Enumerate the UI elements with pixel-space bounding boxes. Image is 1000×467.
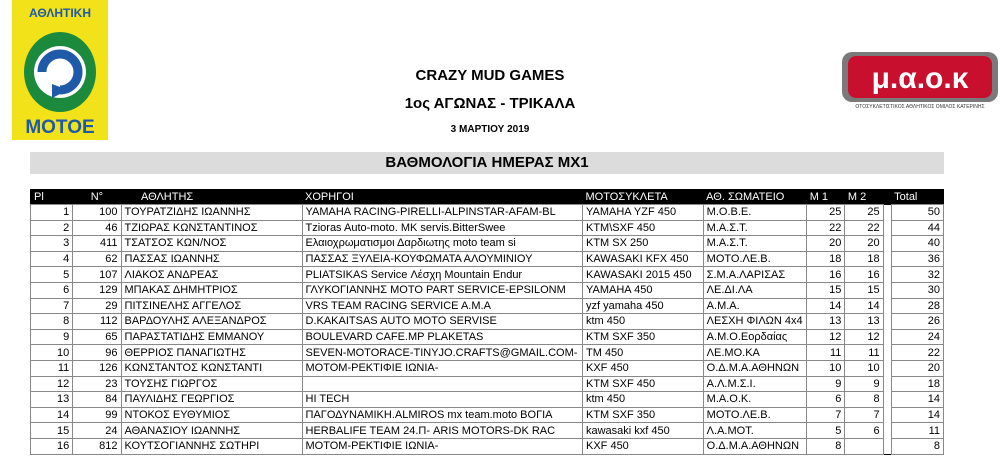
results-table [30, 189, 944, 455]
cell-athlete: ΠΑΥΛΙΔΗΣ ΓΕΩΡΓΙΟΣ [121, 392, 302, 408]
table-row [31, 392, 944, 408]
cell-motorcycle: TM 450 [583, 345, 704, 361]
cell-sponsors: ΠΑΓΟΔΥΝΑΜΙΚΗ.ALMIROS mx team.moto ΒΟΓΙΑ [302, 407, 583, 423]
cell-total: 50 [891, 205, 943, 221]
cell-total: 36 [891, 251, 943, 267]
cell-motorcycle: KAWASAKI 2015 450 [583, 267, 704, 283]
cell-club: Α.Μ.Α. [703, 298, 807, 314]
cell-m2: 13 [845, 314, 883, 330]
table-row [31, 407, 944, 423]
cell-m1: 5 [807, 423, 845, 439]
cell-gap [883, 407, 891, 423]
cell-total: 20 [891, 360, 943, 376]
cell-gap [883, 376, 891, 392]
table-row [31, 360, 944, 376]
cell-athlete: ΤΟΥΣΗΣ ΓΙΩΡΓΟΣ [121, 376, 302, 392]
cell-total: 44 [891, 220, 943, 236]
table-row [31, 251, 944, 267]
table-row [31, 236, 944, 252]
cell-m2: 18 [845, 251, 883, 267]
cell-sponsors: Tzioras Auto-moto. MK servis.BitterSwee [302, 220, 583, 236]
cell-gap [883, 251, 891, 267]
cell-number: 112 [73, 314, 121, 330]
cell-pl: 9 [31, 329, 73, 345]
cell-total: 14 [891, 392, 943, 408]
cell-athlete: ΒΑΡΔΟΥΛΗΣ ΑΛΕΞΑΝΔΡΟΣ [121, 314, 302, 330]
cell-sponsors: ΠΑΣΣΑΣ ΞΥΛΕΙΑ-ΚΟΥΦΩΜΑΤΑ ΑΛΟΥΜΙΝΙΟΥ [302, 251, 583, 267]
cell-gap [883, 423, 891, 439]
cell-motorcycle: KTM SX 250 [583, 236, 704, 252]
cell-number: 24 [73, 423, 121, 439]
cell-total: 40 [891, 236, 943, 252]
cell-number: 99 [73, 407, 121, 423]
col-header-club: ΑΘ. ΣΩΜΑΤΕΙΟ [706, 191, 785, 203]
cell-number: 65 [73, 329, 121, 345]
cell-pl: 15 [31, 423, 73, 439]
cell-club: Α.Λ.Μ.Σ.Ι. [703, 376, 807, 392]
cell-number: 96 [73, 345, 121, 361]
col-header-athlete: ΑΘΛΗΤΗΣ [141, 191, 194, 203]
cell-sponsors: VRS TEAM RACING SERVICE A.M.A [302, 298, 583, 314]
cell-pl: 7 [31, 298, 73, 314]
table-row [31, 423, 944, 439]
cell-number: 23 [73, 376, 121, 392]
cell-club: ΛΕΣΧΗ ΦΙΛΩΝ 4x4 [703, 314, 807, 330]
cell-club: Μ.Α.Σ.Τ. [703, 236, 807, 252]
cell-m1: 12 [807, 329, 845, 345]
cell-pl: 8 [31, 314, 73, 330]
cell-m1: 22 [807, 220, 845, 236]
col-header-m1: Μ 1 [809, 191, 829, 203]
cell-sponsors [302, 376, 583, 392]
cell-motorcycle: kawasaki kxf 450 [583, 423, 704, 439]
cell-total: 28 [891, 298, 943, 314]
cell-m2: 25 [845, 205, 883, 221]
col-header-pl: Pl [34, 191, 44, 203]
cell-pl: 12 [31, 376, 73, 392]
table-row [31, 438, 944, 454]
cell-m1: 6 [807, 392, 845, 408]
cell-m2: 11 [845, 345, 883, 361]
cell-total: 22 [891, 345, 943, 361]
col-header-total: Total [894, 191, 918, 203]
cell-gap [883, 298, 891, 314]
results-banner: ΒΑΘΜΟΛΟΓΙΑ ΗΜΕΡΑΣ MX1 [30, 152, 944, 174]
cell-athlete: ΠΑΡΑΣΤΑΤΙΔΗΣ ΕΜΜΑΝΟΥ [121, 329, 302, 345]
col-header-sponsors: ΧΟΡΗΓΟΙ [305, 191, 354, 203]
cell-gap [883, 267, 891, 283]
cell-total: 26 [891, 314, 943, 330]
cell-m2: 10 [845, 360, 883, 376]
cell-m1: 8 [807, 438, 845, 454]
cell-pl: 14 [31, 407, 73, 423]
cell-motorcycle: YAMAHA YZF 450 [583, 205, 704, 221]
cell-gap [883, 314, 891, 330]
cell-pl: 6 [31, 282, 73, 298]
cell-pl: 4 [31, 251, 73, 267]
cell-gap [883, 205, 891, 221]
cell-athlete: ΤΖΙΩΡΑΣ ΚΩΝΣΤΑΝΤΙΝΟΣ [121, 220, 302, 236]
cell-gap [883, 360, 891, 376]
cell-sponsors: HI TECH [302, 392, 583, 408]
cell-athlete: ΠΙΤΣΙΝΕΛΗΣ ΑΓΓΕΛΟΣ [121, 298, 302, 314]
cell-m1: 7 [807, 407, 845, 423]
cell-m2: 20 [845, 236, 883, 252]
cell-total: 30 [891, 282, 943, 298]
table-row [31, 282, 944, 298]
cell-club: Μ.Ο.Β.Ε. [703, 205, 807, 221]
cell-m2: 12 [845, 329, 883, 345]
cell-pl: 5 [31, 267, 73, 283]
cell-total: 14 [891, 407, 943, 423]
cell-number: 126 [73, 360, 121, 376]
cell-motorcycle: KTM\SXF 450 [583, 220, 704, 236]
cell-number: 62 [73, 251, 121, 267]
cell-pl: 13 [31, 392, 73, 408]
cell-total: 24 [891, 329, 943, 345]
cell-motorcycle: KAWASAKI KFX 450 [583, 251, 704, 267]
cell-athlete: ΑΘΑΝΑΣΙΟΥ ΙΩΑΝΝΗΣ [121, 423, 302, 439]
cell-pl: 3 [31, 236, 73, 252]
cell-sponsors: BOULEVARD CAFE.MP PLAKETAS [302, 329, 583, 345]
col-header-motorcycle: ΜΟΤΟΣΥΚΛΕΤΑ [585, 191, 668, 203]
cell-athlete: ΚΩΝΣΤΑΝΤΟΣ ΚΩΝΣΤΑΝΤΙ [121, 360, 302, 376]
cell-gap [883, 438, 891, 454]
cell-m2: 22 [845, 220, 883, 236]
cell-club: Α.Μ.Ο.Εορδαίας [703, 329, 807, 345]
cell-gap [883, 392, 891, 408]
cell-motorcycle: ktm 450 [583, 314, 704, 330]
cell-m2: 9 [845, 376, 883, 392]
cell-motorcycle: YAMAHA 450 [583, 282, 704, 298]
cell-motorcycle: KTM SXF 350 [583, 407, 704, 423]
cell-total: 18 [891, 376, 943, 392]
cell-gap [883, 345, 891, 361]
cell-gap [883, 236, 891, 252]
event-subtitle: 1ος ΑΓΩΝΑΣ - ΤΡΙΚΑΛΑ [404, 95, 576, 112]
event-date: 3 ΜΑΡΤΙΟΥ 2019 [450, 124, 530, 135]
cell-pl: 11 [31, 360, 73, 376]
col-header-gap [883, 190, 891, 205]
cell-pl: 16 [31, 438, 73, 454]
cell-m1: 9 [807, 376, 845, 392]
cell-motorcycle: KXF 450 [583, 438, 704, 454]
event-title: CRAZY MUD GAMES [415, 67, 565, 84]
cell-m2: 7 [845, 407, 883, 423]
cell-club: ΜΟΤΟ.ΛΕ.Β. [703, 407, 807, 423]
cell-m2: 16 [845, 267, 883, 283]
cell-gap [883, 329, 891, 345]
cell-club: ΛΕ.ΔΙ.ΛΑ [703, 282, 807, 298]
table-row [31, 298, 944, 314]
cell-number: 84 [73, 392, 121, 408]
cell-m1: 15 [807, 282, 845, 298]
cell-motorcycle: KTM SXF 450 [583, 376, 704, 392]
cell-club: ΜΟΤΟ.ΛΕ.Β. [703, 251, 807, 267]
cell-number: 107 [73, 267, 121, 283]
col-header-m2: Μ 2 [847, 191, 867, 203]
cell-total: 32 [891, 267, 943, 283]
cell-sponsors: Ελαιοχρωματισμοι Δαρδιωτης moto team si [302, 236, 583, 252]
cell-sponsors: HERBALIFE TEAM 24.Π- ARIS MOTORS-DK RAC [302, 423, 583, 439]
cell-m2: 6 [845, 423, 883, 439]
table-row [31, 329, 944, 345]
cell-pl: 1 [31, 205, 73, 221]
cell-club: ΛΕ.ΜΟ.ΚΑ [703, 345, 807, 361]
cell-m2: 8 [845, 392, 883, 408]
cell-m1: 13 [807, 314, 845, 330]
cell-sponsors: SEVEN-MOTORACE-TINYJO.CRAFTS@GMAIL.COM- [302, 345, 583, 361]
cell-club: Λ.Α.ΜΟΤ. [703, 423, 807, 439]
cell-m2 [845, 438, 883, 454]
cell-athlete: ΚΟΥΤΣΟΓΙΑΝΝΗΣ ΣΩΤΗΡΙ [121, 438, 302, 454]
cell-m1: 14 [807, 298, 845, 314]
cell-number: 411 [73, 236, 121, 252]
cell-motorcycle: KXF 450 [583, 360, 704, 376]
cell-sponsors: ΜΟΤΟΜ-ΡΕΚΤΙΦΙΕ ΙΩΝΙΑ- [302, 360, 583, 376]
cell-number: 46 [73, 220, 121, 236]
cell-number: 812 [73, 438, 121, 454]
cell-m1: 10 [807, 360, 845, 376]
cell-sponsors: PLIATSIKAS Service Λέσχη Mountain Endur [302, 267, 583, 283]
cell-number: 29 [73, 298, 121, 314]
cell-gap [883, 282, 891, 298]
cell-m2: 14 [845, 298, 883, 314]
cell-m1: 20 [807, 236, 845, 252]
table-row [31, 205, 944, 221]
cell-number: 100 [73, 205, 121, 221]
col-header-no: N° [90, 191, 104, 203]
cell-athlete: ΤΣΑΤΣΟΣ ΚΩΝ/ΝΟΣ [121, 236, 302, 252]
cell-sponsors: D.KAKAITSAS AUTO MOTO SERVISE [302, 314, 583, 330]
cell-motorcycle: ktm 450 [583, 392, 704, 408]
cell-athlete: ΜΠΑΚΑΣ ΔΗΜΗΤΡΙΟΣ [121, 282, 302, 298]
cell-athlete: ΛΙΑΚΟΣ ΑΝΔΡΕΑΣ [121, 267, 302, 283]
cell-sponsors: YAMAHA RACING-PIRELLI-ALPINSTAR-AFAM-BL [302, 205, 583, 221]
cell-athlete: ΘΕΡΡΙΟΣ ΠΑΝΑΓΙΩΤΗΣ [121, 345, 302, 361]
cell-sponsors: ΜΟΤΟΜ-ΡΕΚΤΙΦΙΕ ΙΩΝΙΑ- [302, 438, 583, 454]
cell-total: 11 [891, 423, 943, 439]
cell-motorcycle: KTM SXF 350 [583, 329, 704, 345]
table-row [31, 376, 944, 392]
cell-sponsors: ΓΛΥΚΟΓΙΑΝΝΗΣ MOTO PART SERVICE-EPSILONM [302, 282, 583, 298]
cell-pl: 10 [31, 345, 73, 361]
cell-athlete: ΠΑΣΣΑΣ ΙΩΑΝΝΗΣ [121, 251, 302, 267]
cell-pl: 2 [31, 220, 73, 236]
table-row [31, 220, 944, 236]
cell-total: 8 [891, 438, 943, 454]
cell-number: 129 [73, 282, 121, 298]
logo-right-subtext: ΟΤΟΣΥΚΛΕΤΙΣΤΙΚΟΣ ΑΘΛΗΤΙΚΟΣ ΟΜΙΛΟΣ ΚΑΤΕΡΙΝΗΣ [855, 104, 985, 110]
cell-m2: 15 [845, 282, 883, 298]
cell-m1: 25 [807, 205, 845, 221]
cell-motorcycle: yzf yamaha 450 [583, 298, 704, 314]
logo-left-bottom-text: MOTOE [25, 117, 95, 138]
cell-gap [883, 220, 891, 236]
cell-club: Μ.Α.Ο.Κ. [703, 392, 807, 408]
logo-left-top-text: ΑΘΛΗΤΙΚΗ [28, 6, 92, 20]
cell-m1: 11 [807, 345, 845, 361]
table-row [31, 314, 944, 330]
table-row [31, 267, 944, 283]
table-row [31, 345, 944, 361]
cell-club: Ο.Δ.Μ.Α.ΑΘΗΝΩΝ [703, 360, 807, 376]
table-header-row [31, 190, 944, 205]
logo-right-text: μ.α.ο.κ [871, 62, 969, 95]
cell-athlete: ΤΟΥΡΑΤΖΙΔΗΣ ΙΩΑΝΝΗΣ [121, 205, 302, 221]
cell-m1: 18 [807, 251, 845, 267]
cell-club: Σ.Μ.Α.ΛΑΡΙΣΑΣ [703, 267, 807, 283]
cell-club: Μ.Α.Σ.Τ. [703, 220, 807, 236]
cell-club: Ο.Δ.Μ.Α.ΑΘΗΝΩΝ [703, 438, 807, 454]
cell-m1: 16 [807, 267, 845, 283]
cell-athlete: ΝΤΟΚΟΣ ΕΥΘΥΜΙΟΣ [121, 407, 302, 423]
